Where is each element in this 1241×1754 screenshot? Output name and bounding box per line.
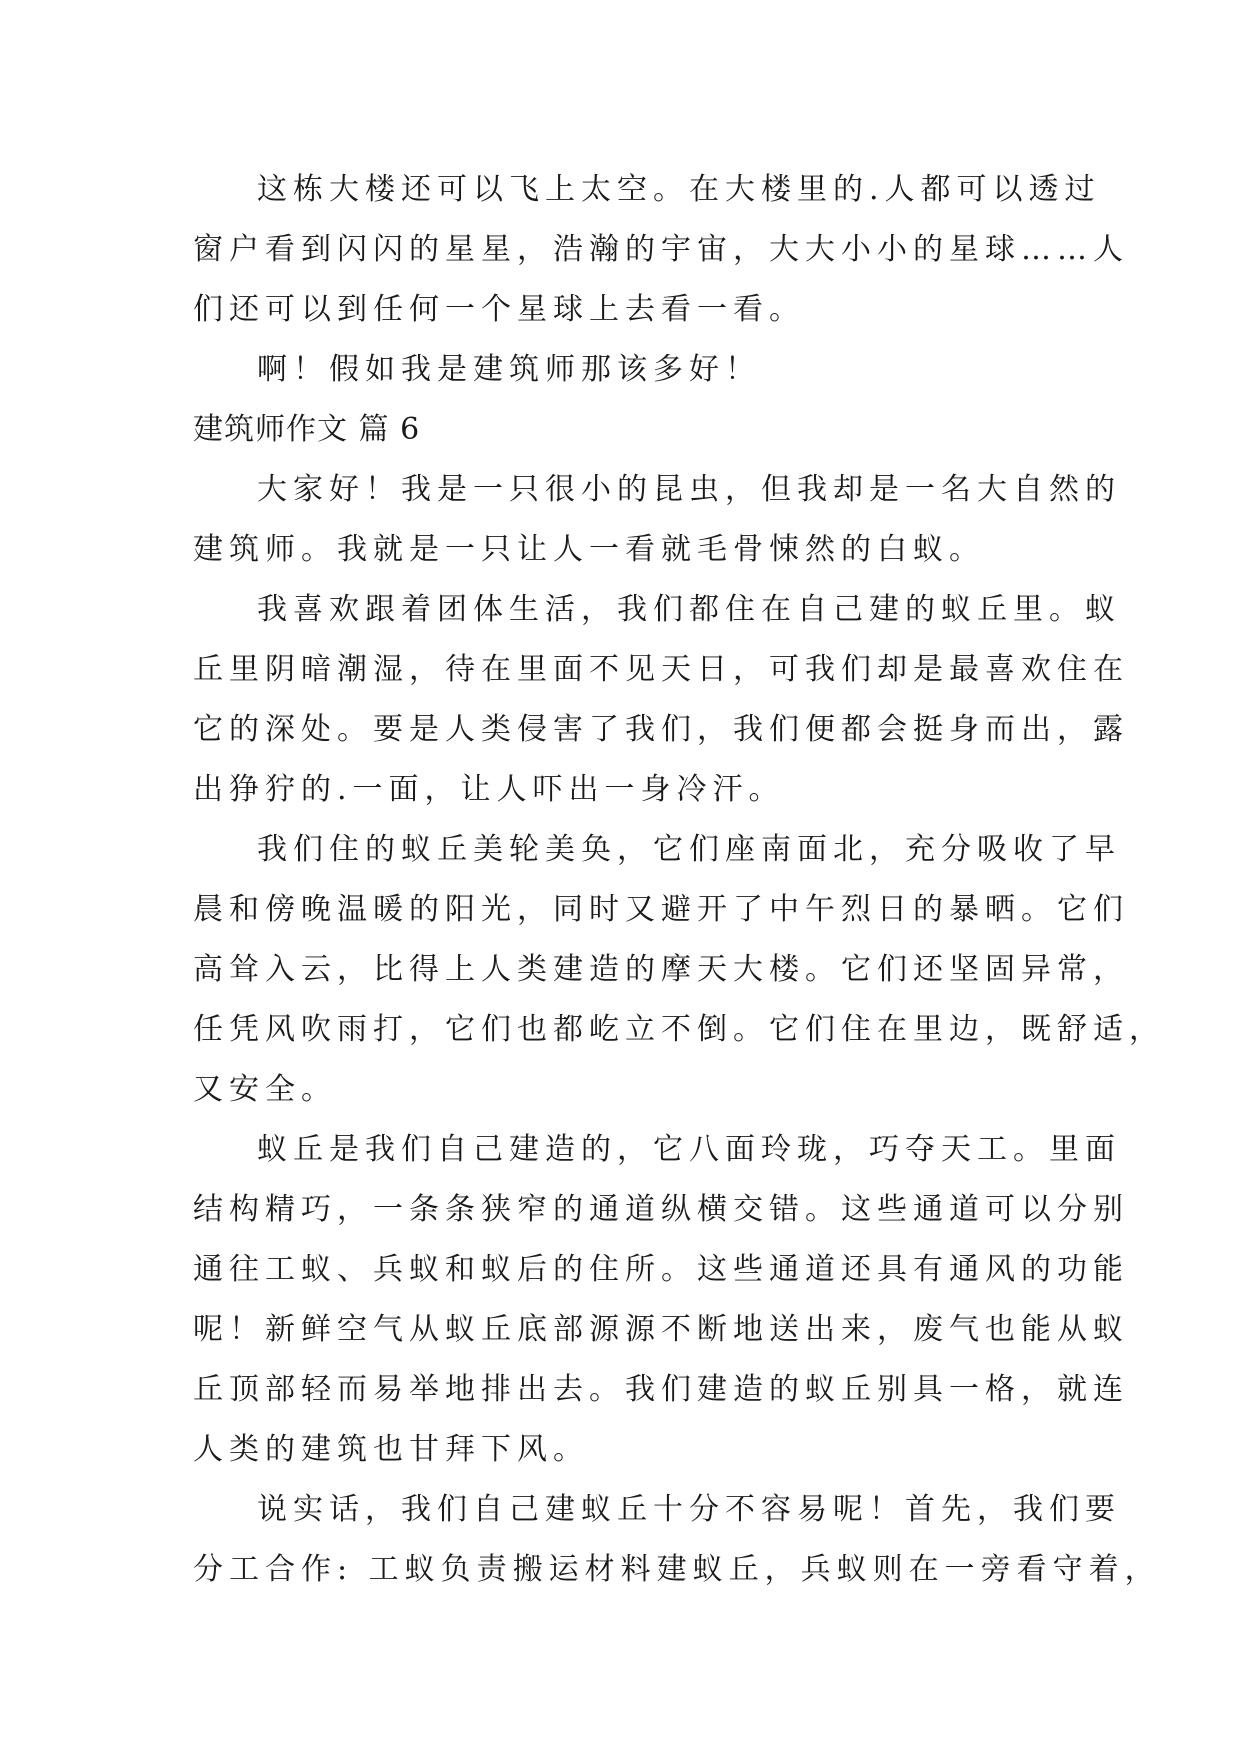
- text-line: 高耸入云，比得上人类建造的摩天大楼。它们还坚固异常，: [193, 952, 1129, 987]
- text-line: 丘顶部轻而易举地排出去。我们建造的蚁丘别具一格，就连: [193, 1372, 1129, 1407]
- paragraph-5: [193, 820, 1165, 1120]
- text-line: 又安全。: [193, 1072, 337, 1107]
- text-line: 晨和傍晚温暖的阳光，同时又避开了中午烈日的暴晒。它们: [193, 892, 1129, 927]
- paragraph-3: [193, 460, 1121, 580]
- text-line: 出狰狞的.一面，让人吓出一身冷汗。: [193, 772, 785, 807]
- text-line: 蚁丘是我们自己建造的，它八面玲珑，巧夺天工。里面: [257, 1132, 1121, 1167]
- document-page: [193, 160, 1165, 1600]
- text-line: 大家好！我是一只很小的昆虫，但我却是一名大自然的: [257, 472, 1121, 507]
- text-line: 分工合作: 工蚁负责搬运材料建蚁丘，兵蚁则在一旁看守着，: [193, 1552, 1161, 1587]
- text-line: 通往工蚁、兵蚁和蚁后的住所。这些通道还具有通风的功能: [193, 1252, 1129, 1287]
- text-line: 结构精巧，一条条狭窄的通道纵横交错。这些通道可以分别: [193, 1192, 1129, 1227]
- text-line: 们还可以到任何一个星球上去看一看。: [193, 292, 805, 327]
- paragraph-2: [193, 340, 1053, 400]
- text-line: 丘里阴暗潮湿，待在里面不见天日，可我们却是最喜欢住在: [193, 652, 1129, 687]
- paragraph-6: [193, 1120, 1129, 1480]
- paragraph-4: [193, 580, 1129, 820]
- text-line: 这栋大楼还可以飞上太空。在大楼里的.人都可以透过: [257, 172, 1101, 207]
- text-line: 说实话，我们自己建蚁丘十分不容易呢！首先，我们要: [257, 1492, 1121, 1527]
- paragraph-7: [193, 1480, 1161, 1600]
- text-line: 啊！假如我是建筑师那该多好！: [257, 352, 761, 387]
- text-line: 人类的建筑也甘拜下风。: [193, 1432, 589, 1467]
- text-line: 我喜欢跟着团体生活，我们都住在自己建的蚁丘里。蚁: [257, 592, 1121, 627]
- text-line: 任凭风吹雨打，它们也都屹立不倒。它们住在里边，既舒适，: [193, 1012, 1165, 1047]
- paragraph-1: [193, 160, 1129, 340]
- text-line: 我们住的蚁丘美轮美奂，它们座南面北，充分吸收了早: [257, 832, 1121, 867]
- text-line: 呢！新鲜空气从蚁丘底部源源不断地送出来，废气也能从蚁: [193, 1312, 1129, 1347]
- text-line: 窗户看到闪闪的星星，浩瀚的宇宙，大大小小的星球……人: [193, 232, 1129, 267]
- text-line: 它的深处。要是人类侵害了我们，我们便都会挺身而出，露: [193, 712, 1129, 747]
- section-heading: 建筑师作文 篇 6: [193, 412, 421, 447]
- text-line: 建筑师。我就是一只让人一看就毛骨悚然的白蚁。: [193, 532, 985, 567]
